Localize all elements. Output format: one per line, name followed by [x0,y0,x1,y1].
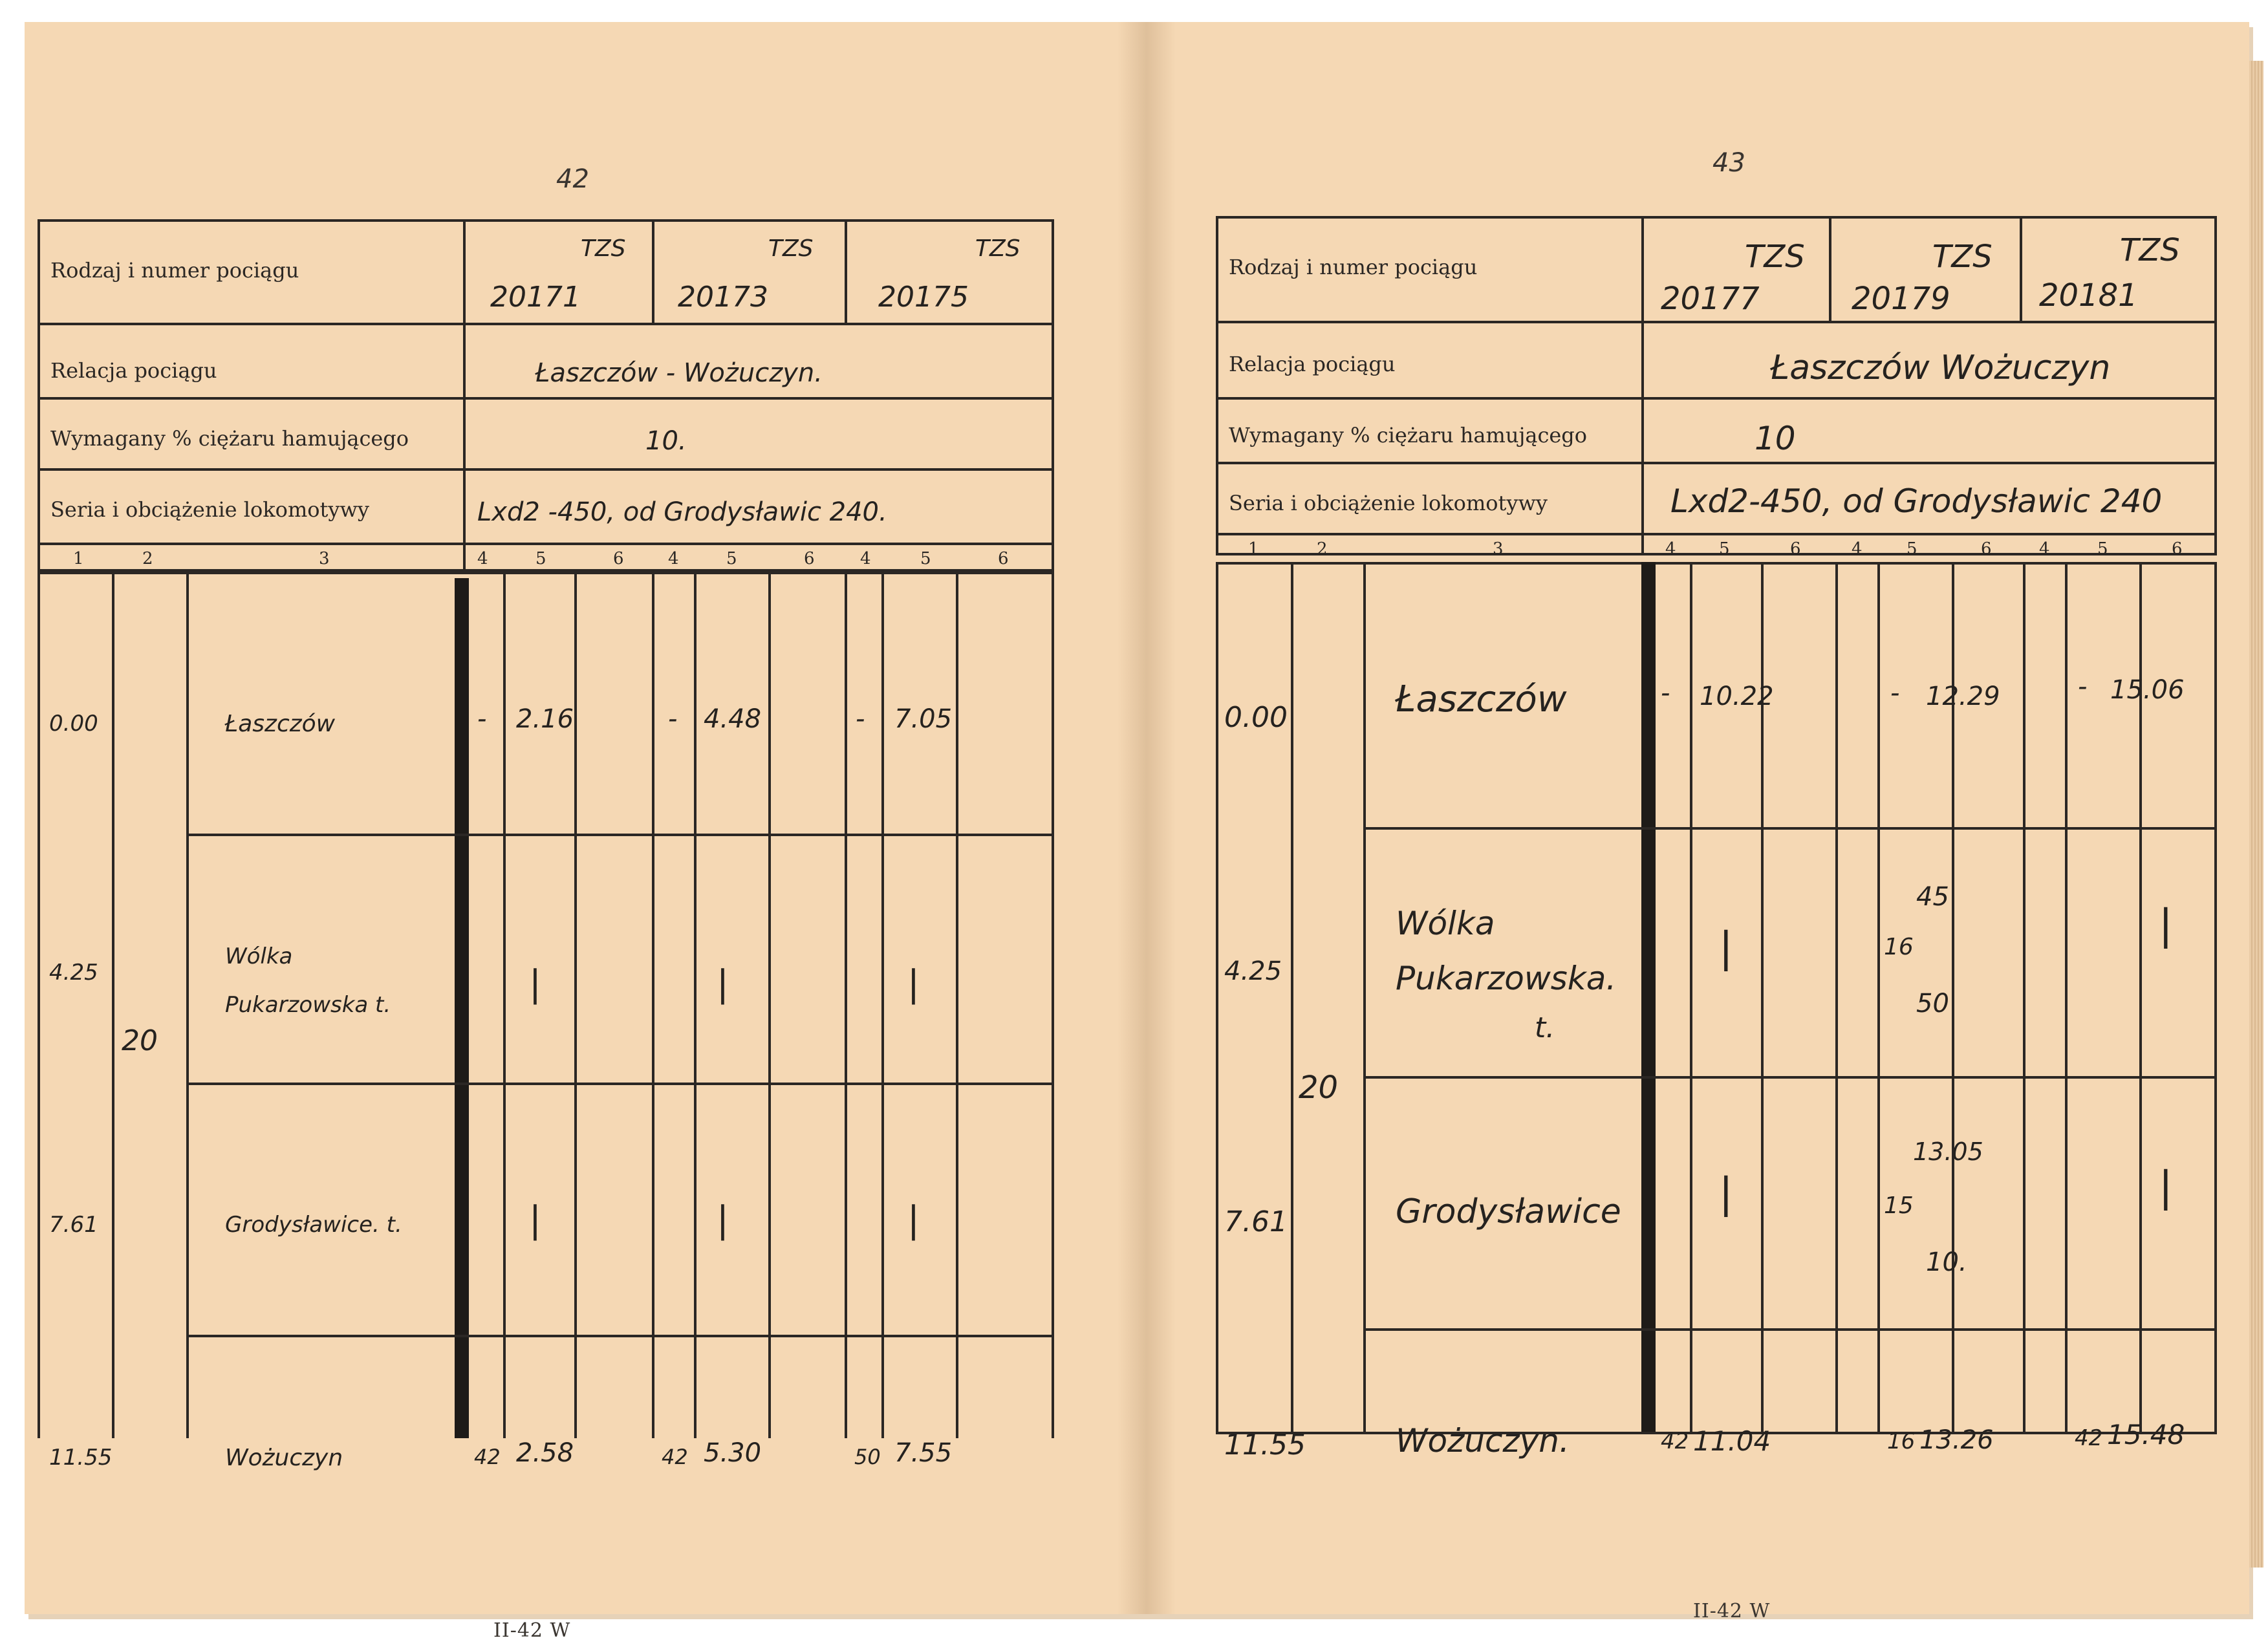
column-number: 5 [2097,539,2108,559]
page-edges [2249,61,2263,1568]
column-number: 6 [998,549,1009,568]
station-name: Grodysławice [1396,1192,1621,1231]
column-number: 4 [2039,539,2050,559]
column-number: 4 [477,549,488,568]
arrival-cell: 50 [854,1445,881,1469]
page-number: 42 [556,164,589,194]
departure-cell: 10.22 [1700,682,1774,711]
column-number: 6 [1981,539,1992,559]
departure-cell: 5.30 [704,1438,762,1468]
km-value: 11.55 [1224,1428,1306,1461]
arrival-cell: - [2078,672,2088,702]
departure-cell: 12.29 [1926,682,2000,711]
departure-cell: 2.16 [516,704,574,734]
brake-label: Wymagany % ciężaru hamującego [50,426,409,451]
footer-code: II-42 W [1693,1600,1771,1622]
arrival-cell: 42 [474,1445,501,1469]
column-number: 6 [804,549,815,568]
pass-through-mark: | [907,1199,920,1241]
station-name: Pukarzowska t. [225,992,391,1018]
arrival-cell: 42 [2075,1425,2103,1451]
train-type: TZS [975,235,1021,262]
arrival-cell: - [1890,678,1900,708]
column-number: 3 [1493,539,1504,559]
train-type: TZS [768,235,814,262]
page-number: 43 [1712,148,1745,178]
track-bar [1641,562,1656,1432]
right-page [1169,22,2249,1622]
stop-minutes: 16 [1887,1428,1916,1454]
train-number: 20171 [490,281,581,314]
loco-label: Seria i obciążenie lokomotywy [50,497,369,522]
column-number: 6 [1790,539,1801,559]
station-name: Wólka [1396,905,1495,942]
column-number: 4 [1852,539,1863,559]
brake-label: Wymagany % ciężaru hamującego [1229,423,1588,447]
station-name: Pukarzowska. [1396,960,1617,997]
brake-value: 10 [1755,420,1796,457]
speed-value: 20 [1299,1070,1339,1106]
station-name: Wożuczyn. [1396,1422,1570,1460]
arrival-cell: - [1661,678,1670,708]
departure-cell: 7.05 [894,704,953,734]
km-value: 7.61 [1224,1205,1288,1238]
loco-label: Seria i obciążenie lokomotywy [1229,491,1548,515]
column-number: 5 [1719,539,1730,559]
km-value: 0.00 [49,711,98,737]
stop-minutes: 15 [1884,1192,1914,1219]
column-number: 2 [142,549,153,568]
pass-through-mark: | [717,963,729,1005]
stop-minutes: 16 [1884,934,1914,960]
arrival-cell: - [668,704,678,734]
pass-through-mark: | [2159,901,2173,949]
column-number: 4 [860,549,871,568]
departure-cell: 15.48 [2107,1419,2185,1450]
train-number: 20181 [2039,277,2138,314]
loco-value: Lxd2-450, od Grodysławic 240 [1670,482,2163,520]
km-value: 4.25 [1224,956,1282,986]
departure-cell: 10. [1926,1247,1967,1277]
arrival-cell: 42 [662,1445,688,1469]
column-number: 3 [319,549,330,568]
station-suffix: t. [1535,1011,1555,1044]
pass-through-mark: | [529,963,541,1005]
track-bar [455,578,469,1438]
arrival-cell: - [477,704,487,734]
station-name: Wólka [225,943,293,969]
km-value: 4.25 [49,960,98,986]
brake-value: 10. [645,426,687,456]
departure-cell: 50 [1916,989,1949,1018]
train-type: TZS [2120,232,2180,268]
column-number: 6 [613,549,624,568]
relation-value: Łaszczów Wożuczyn [1771,349,2111,387]
pass-through-mark: | [1719,1170,1733,1218]
station-name: Grodysławice. t. [225,1212,402,1238]
relation-label: Relacja pociągu [1229,352,1396,376]
speed-value: 20 [122,1024,158,1057]
departure-cell: 13.26 [1919,1425,1994,1455]
departure-cell: 2.58 [516,1438,574,1468]
station-name: Łaszczów [1396,678,1567,720]
arrival-cell: 42 [1661,1428,1689,1454]
train-type: TZS [1932,239,1993,275]
arrival-cell: 45 [1916,882,1949,912]
open-book [25,22,2249,1642]
pass-through-mark: | [1719,924,1733,972]
station-name: Wożuczyn [225,1445,343,1471]
departure-cell: 11.04 [1693,1425,1771,1457]
arrival-cell: - [856,704,865,734]
column-number: 5 [1906,539,1917,559]
train-type-label: Rodzaj i numer pociągu [1229,255,1478,279]
train-number: 20179 [1852,281,1950,317]
pass-through-mark: | [717,1199,729,1241]
train-number: 20173 [678,281,768,314]
column-number: 4 [668,549,679,568]
train-type-label: Rodzaj i numer pociągu [50,258,299,283]
column-number: 2 [1317,539,1328,559]
footer-code: II-42 W [493,1619,571,1642]
relation-value: Łaszczów - Wożuczyn. [535,358,823,388]
train-type: TZS [1745,239,1805,275]
column-number: 1 [1248,539,1259,559]
column-number: 1 [73,549,84,568]
relation-label: Relacja pociągu [50,358,217,383]
book-gutter [1118,22,1176,1614]
pass-through-mark: | [907,963,920,1005]
pass-through-mark: | [529,1199,541,1241]
left-page [25,22,1124,1642]
pass-through-mark: | [2159,1163,2173,1211]
departure-cell: 7.55 [894,1438,953,1468]
departure-cell: 4.48 [704,704,762,734]
train-number: 20175 [878,281,969,314]
column-number: 5 [535,549,546,568]
column-number: 4 [1665,539,1676,559]
train-number: 20177 [1661,281,1760,317]
km-value: 0.00 [1224,701,1288,734]
km-value: 7.61 [49,1212,98,1238]
train-type: TZS [581,235,626,262]
column-number: 6 [2172,539,2183,559]
station-name: Łaszczów [225,711,336,737]
loco-value: Lxd2 -450, od Grodysławic 240. [477,497,887,527]
km-value: 11.55 [49,1445,113,1471]
arrival-cell: 13.05 [1913,1137,1983,1166]
column-number: 5 [726,549,737,568]
departure-cell: 15.06 [2110,675,2185,705]
column-number: 5 [920,549,931,568]
